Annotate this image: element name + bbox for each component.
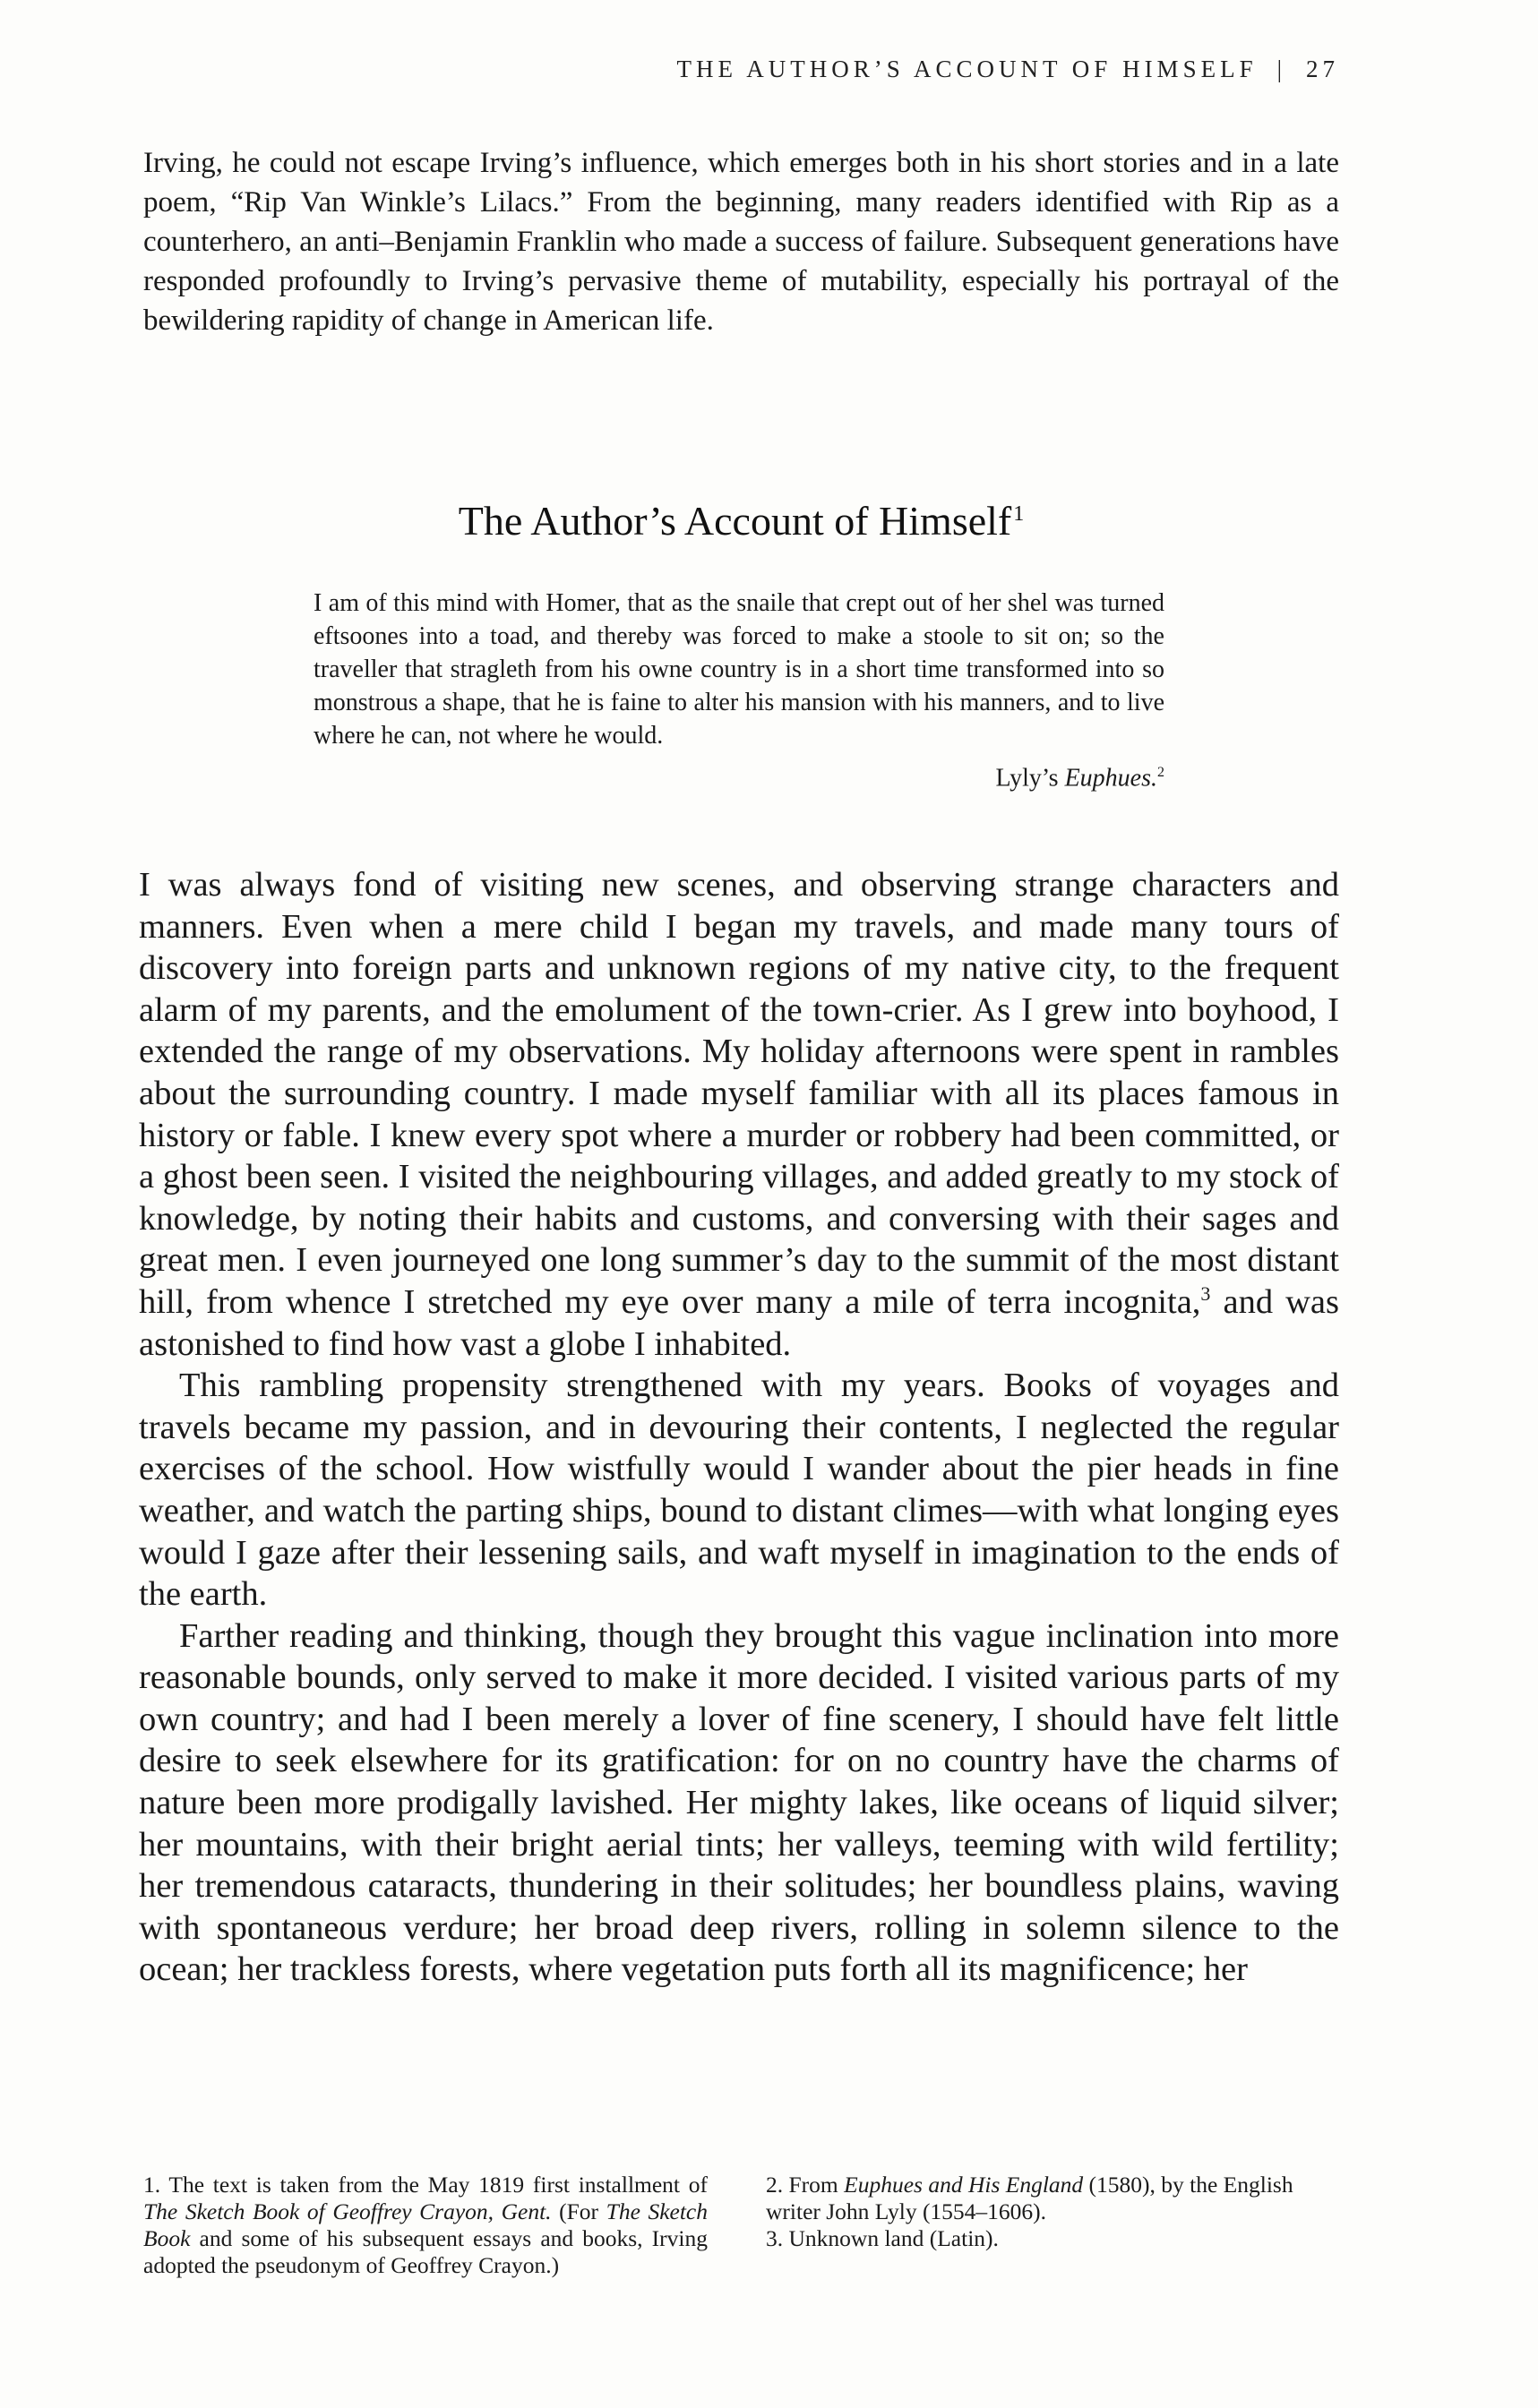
intro-paragraph	[143, 143, 1339, 340]
footnote-1-text: 1. The text is taken from the May 1819 first installment of	[143, 2172, 708, 2198]
running-head	[134, 56, 1339, 83]
footnotes	[143, 2172, 1339, 2279]
footnote-column-left	[143, 2172, 708, 2279]
intro-text: Irving, he could not escape Irving’s influence, which emerges both in his short stories and in a late poem, “Rip Van Winkle’s Lilacs.” From the beginning, many readers identified with Rip as a counterhero, an anti–Benjamin Franklin who made a success of failure. Subsequent generations have responded profoundly to Irving’s pervasive theme of mutability, especially his portrayal of the bewildering rapidity of change in American life.	[143, 147, 1339, 337]
running-head-title: THE AUTHOR’S ACCOUNT OF HIMSELF	[676, 56, 1258, 82]
epigraph-attribution	[314, 756, 1164, 794]
epigraph-text: I am of this mind with Homer, that as the snaile that crept out of her shel was turned eftsoones into a toad, and thereby was forced to make a stoole to sit on; so the traveller that stragleth from his owne country is in a short time transformed into so monstrous a shape, that he is faine to alter his mansion with his manners, and to live where he can, not where he would.	[314, 589, 1164, 750]
body-paragraph-1	[139, 864, 1339, 1365]
epigraph	[314, 587, 1164, 794]
footnote-column-right	[766, 2172, 1339, 2279]
body-paragraph-3: Farther reading and thinking, though they brought this vague inclination into more reasonable bounds, only served to make it more decided. I visited various parts of my own country; and had I been merely a lover of fine scenery, I should have felt little desire to seek elsewhere for its gratification: for on no country have the charms of nature been more prodigally lavished. Her mighty lakes, like oceans of liquid silver; her mountains, with their bright aerial tints; her valleys, teeming with wild fertility; her tremendous cataracts, thundering in their solitudes; her boundless plains, waving with spontaneous verdure; her broad deep rivers, rolling in solemn silence to the ocean; her trackless forests, where vegetation puts forth all its magnificence; her	[139, 1616, 1339, 1989]
chapter-footnote-mark[interactable]: 1	[1013, 501, 1025, 526]
footnote-1-title-2: The Sketch Book	[143, 2198, 709, 2251]
body-paragraph-2: This rambling propensity strengthened with my years. Books of voyages and travels became my passion, and in devouring their contents, I neglected the regular exercises of the school. How wistfully would I wander about the pier heads in fine weather, and watch the parting ships, bound to distant climes—with what longing eyes would I gaze after their lessening sails, and waft myself in imagination to the ends of the earth.	[139, 1367, 1339, 1614]
footnote-1-text-c: and some of his subsequent essays and books, Irving adopted the pseudonym of Geoffrey Crayon.)	[143, 2225, 708, 2278]
footnote-3: 3. Unknown land (Latin).	[766, 2225, 999, 2251]
footnote-1	[143, 2172, 708, 2279]
footnote-2	[766, 2172, 1339, 2225]
footnote-1-title: The Sketch Book of Geoffrey Crayon, Gent.	[143, 2198, 552, 2224]
footnote-2-title: Euphues and His England	[844, 2172, 1084, 2198]
running-head-separator: |	[1276, 56, 1286, 82]
paragraph-1-text: I was always fond of visiting new scenes, and observing strange characters and manners. Even when a mere child I began my travels, and made many tours of discovery into foreign parts and unknown regions of my native city, to the frequent alarm of my parents, and the emolument of the town-crier. As I grew into boyhood, I extended the range of my observations. My holiday afternoons were spent in rambles about the surrounding country. I made myself familiar with all its places famous in history or fable. I knew every spot where a murder or robbery had been committed, or a ghost been seen. I visited the neighbouring villages, and added greatly to my stock of knowledge, by noting their habits and customs, and conversing with their sages and great men. I even journeyed one long summer’s day to the summit of the most distant hill, from whence I stretched my eye over many a mile of terra incognita,	[139, 866, 1339, 1321]
footnote-2-text-b: (1580), by the English writer John Lyly (1554–1606).	[766, 2172, 1293, 2224]
body-footnote-mark-3[interactable]: 3	[1200, 1282, 1211, 1306]
body-text	[139, 864, 1339, 1991]
epigraph-footnote-mark[interactable]: 2	[1157, 765, 1164, 780]
paragraph-1-continuation: and was astonished to find how vast a globe I inhabited.	[139, 1282, 1339, 1363]
footnote-1-text-b: (For	[551, 2198, 606, 2224]
page-number: 27	[1306, 56, 1339, 82]
chapter-title	[143, 497, 1339, 544]
chapter-title-text: The Author’s Account of Himself	[458, 498, 1012, 544]
epigraph-author: Lyly’s	[995, 764, 1065, 793]
epigraph-work: Euphues.	[1064, 764, 1157, 793]
footnote-2-text: 2. From	[766, 2172, 845, 2198]
